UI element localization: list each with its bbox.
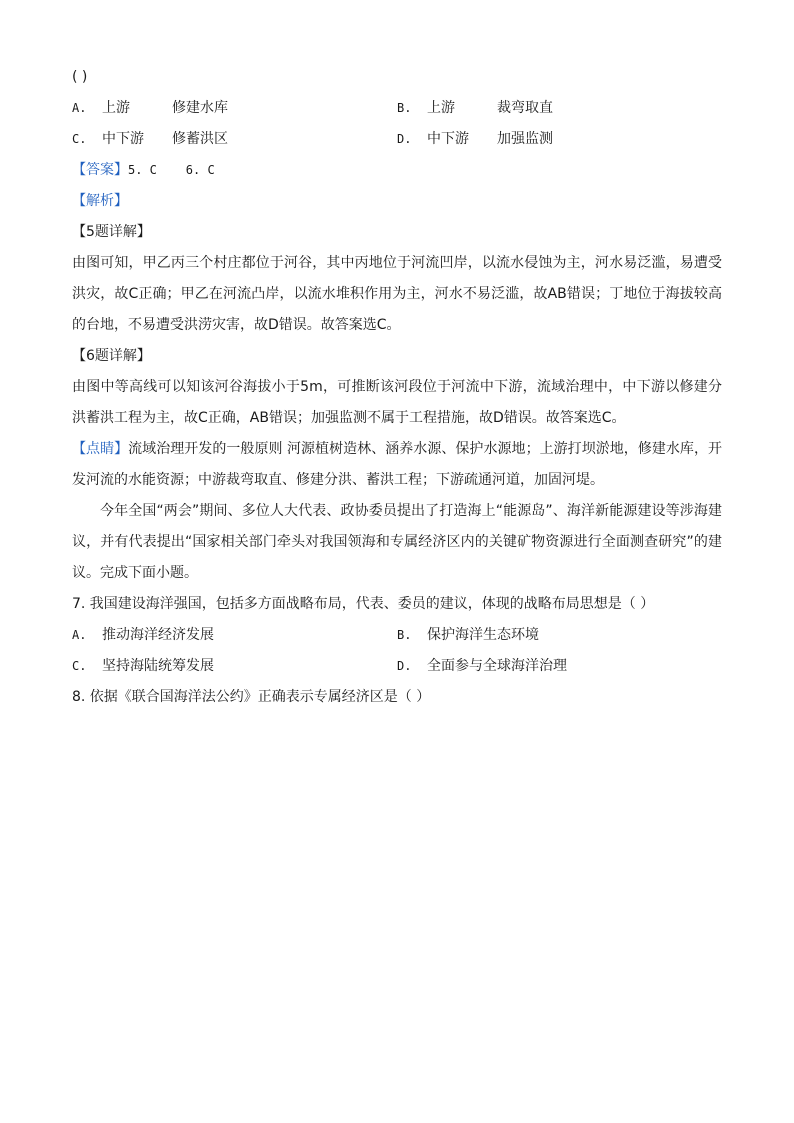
- q6-explanation: 由图中等高线可以知该河谷海拔小于5m，可推断该河段位于河流中下游，流域治理中，中下游以修建分洪蓄洪工程为主，故C正确，AB错误；加强监测不属于工程措施，故D错误。故答案选C。: [72, 379, 722, 426]
- option-text: 全面参与全球海洋治理: [427, 658, 567, 674]
- option-measure: 修建水库: [172, 100, 228, 116]
- analysis-line: [72, 186, 722, 217]
- q7-options-row-1: [72, 620, 722, 651]
- analysis-tag: 【解析】: [72, 193, 128, 209]
- q6-option-c: [72, 124, 397, 155]
- answer-text: 5. C 6. C: [128, 163, 215, 177]
- option-measure: 裁弯取直: [497, 100, 553, 116]
- q5-heading: [72, 217, 722, 248]
- q7-options-row-2: [72, 651, 722, 682]
- tip-paragraph: [72, 434, 722, 496]
- option-location: 上游: [427, 100, 455, 116]
- option-letter: C.: [72, 659, 87, 673]
- answer-line: [72, 155, 722, 186]
- option-measure: 修蓄洪区: [172, 131, 228, 147]
- option-measure: 加强监测: [497, 131, 553, 147]
- q7-option-c: [72, 651, 397, 682]
- q6-options-row-2: [72, 124, 722, 155]
- option-letter: A.: [72, 101, 87, 115]
- q7-stem: 7. 我国建设海洋强国，包括多方面战略布局，代表、委员的建议，体现的战略布局思想是（ ）: [72, 596, 655, 612]
- reading-passage: 今年全国“两会”期间、多位人大代表、政协委员提出了打造海上“能源岛”、海洋新能源建设等涉海建议，并有代表提出“国家相关部门牵头对我国领海和专属经济区内的关键矿物资源进行全面测查研究”的建议。完成下面小题。: [72, 503, 722, 581]
- tip-tag: 【点睛】: [72, 441, 129, 457]
- q5-tag: 【5题详解】: [72, 224, 151, 240]
- option-text: 坚持海陆统筹发展: [102, 658, 214, 674]
- tip-text: 流域治理开发的一般原则 河源植树造林、涵养水源、保护水源地；上游打坝淤地，修建水库，开发河流的水能资源；中游裁弯取直、修建分洪、蓄洪工程；下游疏通河道，加固河堤。: [72, 441, 723, 488]
- option-letter: B.: [397, 101, 412, 115]
- answer-paren: ( ): [72, 69, 88, 85]
- option-letter: C.: [72, 132, 87, 146]
- option-location: 中下游: [102, 131, 144, 147]
- option-text: 保护海洋生态环境: [427, 627, 539, 643]
- q6-option-a: [72, 93, 397, 124]
- option-letter: A.: [72, 628, 87, 642]
- q6-tag: 【6题详解】: [72, 348, 151, 364]
- q6-option-b: [397, 93, 722, 124]
- q7-option-b: [397, 620, 722, 651]
- option-letter: D.: [397, 132, 412, 146]
- q6-options-row-1: [72, 93, 722, 124]
- q5-explanation: 由图可知，甲乙丙三个村庄都位于河谷，其中丙地位于河流凹岸，以流水侵蚀为主，河水易泛滥，易遭受洪灾，故C正确；甲乙在河流凸岸，以流水堆积作用为主，河水不易泛滥，故AB错误；丁地位于海拔较高的台地，不易遭受洪涝灾害，故D错误。故答案选C。: [72, 255, 722, 333]
- document-page: [72, 62, 722, 713]
- q6-option-d: [397, 124, 722, 155]
- answer-tag: 【答案】: [72, 162, 128, 178]
- option-letter: D.: [397, 659, 412, 673]
- option-location: 上游: [102, 100, 130, 116]
- q7-option-d: [397, 651, 722, 682]
- option-text: 推动海洋经济发展: [102, 627, 214, 643]
- option-letter: B.: [397, 628, 412, 642]
- option-location: 中下游: [427, 131, 469, 147]
- q7-option-a: [72, 620, 397, 651]
- q6-heading: [72, 341, 722, 372]
- q8-stem: 8. 依据《联合国海洋法公约》正确表示专属经济区是（ ）: [72, 689, 431, 705]
